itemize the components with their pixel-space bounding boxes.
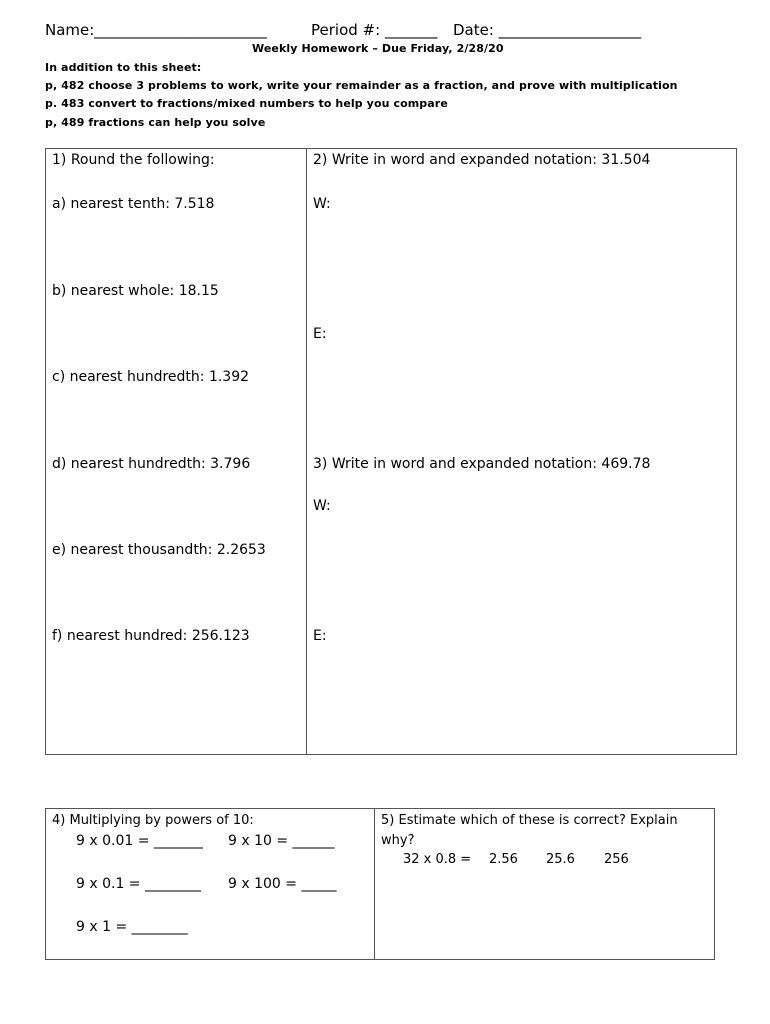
q1-item-b: b) nearest whole: 18.15: [52, 283, 219, 299]
q3-word-label: W:: [313, 498, 331, 514]
instruction-item: p, 482 choose 3 problems to work, write your remainder as a fraction, and prove with multiplication: [45, 79, 678, 92]
table-divider: [374, 808, 375, 960]
q3-prompt: 3) Write in word and expanded notation: 469.78: [313, 456, 651, 472]
instruction-item: p. 483 convert to fractions/mixed numbers to help you compare: [45, 97, 448, 110]
q1-prompt: 1) Round the following:: [52, 152, 215, 168]
q4-row-2-left: 9 x 0.1 = ________: [76, 876, 201, 892]
instruction-item: p, 489 fractions can help you solve: [45, 116, 266, 129]
period-line[interactable]: Period #: _______: [311, 21, 438, 39]
date-line[interactable]: Date: ___________________: [453, 21, 642, 39]
q5-option-1: 2.56: [489, 852, 518, 867]
q1-item-d: d) nearest hundredth: 3.796: [52, 456, 251, 472]
q5-problem: 32 x 0.8 =: [403, 852, 472, 867]
instruction-intro: In addition to this sheet:: [45, 61, 202, 74]
q4-row-1-left: 9 x 0.01 = _______: [76, 833, 203, 849]
q4-row-2-right: 9 x 100 = _____: [228, 876, 337, 892]
q1-item-f: f) nearest hundred: 256.123: [52, 628, 250, 644]
q3-expanded-label: E:: [313, 628, 327, 644]
q5-prompt-line2: why?: [381, 833, 415, 848]
q5-option-2: 25.6: [546, 852, 575, 867]
q2-expanded-label: E:: [313, 326, 327, 342]
q1-item-c: c) nearest hundredth: 1.392: [52, 369, 250, 385]
q2-prompt: 2) Write in word and expanded notation: 31.504: [313, 152, 651, 168]
q4-prompt: 4) Multiplying by powers of 10:: [52, 813, 254, 828]
q4-row-1-right: 9 x 10 = ______: [228, 833, 335, 849]
q5-prompt-line1: 5) Estimate which of these is correct? Explain: [381, 813, 678, 828]
q1-item-e: e) nearest thousandth: 2.2653: [52, 542, 266, 558]
q1-item-a: a) nearest tenth: 7.518: [52, 196, 215, 212]
table-divider: [306, 148, 307, 755]
name-line[interactable]: Name:_______________________: [45, 21, 267, 39]
q5-option-3: 256: [604, 852, 629, 867]
questions-table-top: [45, 148, 737, 755]
q4-row-3-left: 9 x 1 = ________: [76, 919, 188, 935]
q2-word-label: W:: [313, 196, 331, 212]
page-title: Weekly Homework – Due Friday, 2/28/20: [252, 42, 504, 55]
